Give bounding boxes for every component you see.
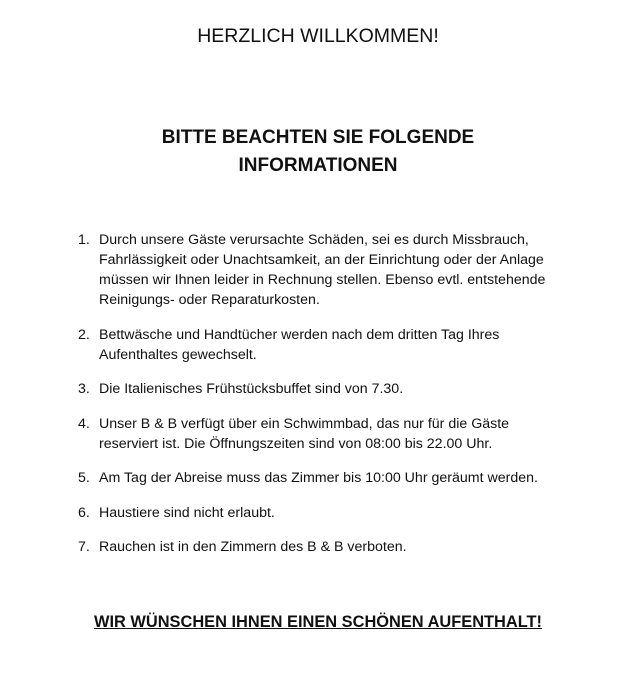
rule-text-line: Reinigungs- oder Reparaturkosten. [99, 292, 320, 308]
heading-line-1: BITTE BEACHTEN SIE FOLGENDE [161, 127, 475, 148]
rule-item-2 [78, 325, 578, 365]
rule-text-line: Bettwäsche und Handtücher werden nach dem dritten Tag Ihres [99, 326, 500, 343]
rule-text-line: reserviert ist. Die Öffnungszeiten sind von 08:00 bis 22.00 Uhr. [99, 435, 493, 452]
closing-message: WIR WÜNSCHEN IHNEN EINEN SCHÖNEN AUFENTHALT! [94, 613, 542, 631]
rule-text-line: müssen wir Ihnen leider in Rechnung stellen. Ebenso evtl. entstehende [99, 272, 546, 288]
rule-number: 7. [78, 539, 90, 555]
rules-list [78, 230, 578, 572]
rule-text [99, 537, 578, 557]
rule-text [99, 325, 578, 365]
rule-text-line: Durch unsere Gäste verursachte Schäden, sei es durch Missbrauch, [99, 232, 529, 248]
rule-item-5 [78, 468, 578, 488]
rule-number: 4. [78, 415, 90, 432]
rule-number: 1. [78, 232, 90, 248]
rule-text [99, 468, 578, 488]
rule-item-6 [78, 503, 578, 523]
rule-text-line: Am Tag der Abreise muss das Zimmer bis 10:00 Uhr geräumt werden. [99, 470, 538, 486]
rule-item-7 [78, 537, 578, 557]
heading-line-2: INFORMATIONEN [238, 155, 398, 176]
rule-text-line: Fahrlässigkeit oder Unachtsamkeit, an der Einrichtung oder der Anlage [99, 252, 544, 268]
rule-text [99, 230, 578, 310]
rule-text-line: Die Italienisches Frühstücksbuffet sind von 7.30. [99, 381, 404, 397]
rule-text-line: Unser B & B verfügt über ein Schwimmbad, das nur für die Gäste [99, 415, 510, 432]
rule-text-line: Aufenthaltes gewechselt. [99, 346, 257, 363]
rule-number: 2. [78, 326, 90, 343]
rule-number: 3. [78, 381, 90, 397]
rule-item-4 [78, 414, 578, 454]
rule-text-line: Haustiere sind nicht erlaubt. [99, 504, 275, 521]
page-heading [0, 124, 636, 180]
rule-number: 6. [78, 504, 90, 521]
rule-item-1 [78, 230, 578, 310]
rule-text [99, 414, 578, 454]
rule-text [99, 379, 578, 399]
greeting: HERZLICH WILLKOMMEN! [197, 25, 439, 47]
rule-item-3 [78, 379, 578, 399]
rule-number: 5. [78, 470, 90, 486]
rule-text-line: Rauchen ist in den Zimmern des B & B verboten. [99, 539, 407, 555]
rule-text [99, 503, 578, 523]
